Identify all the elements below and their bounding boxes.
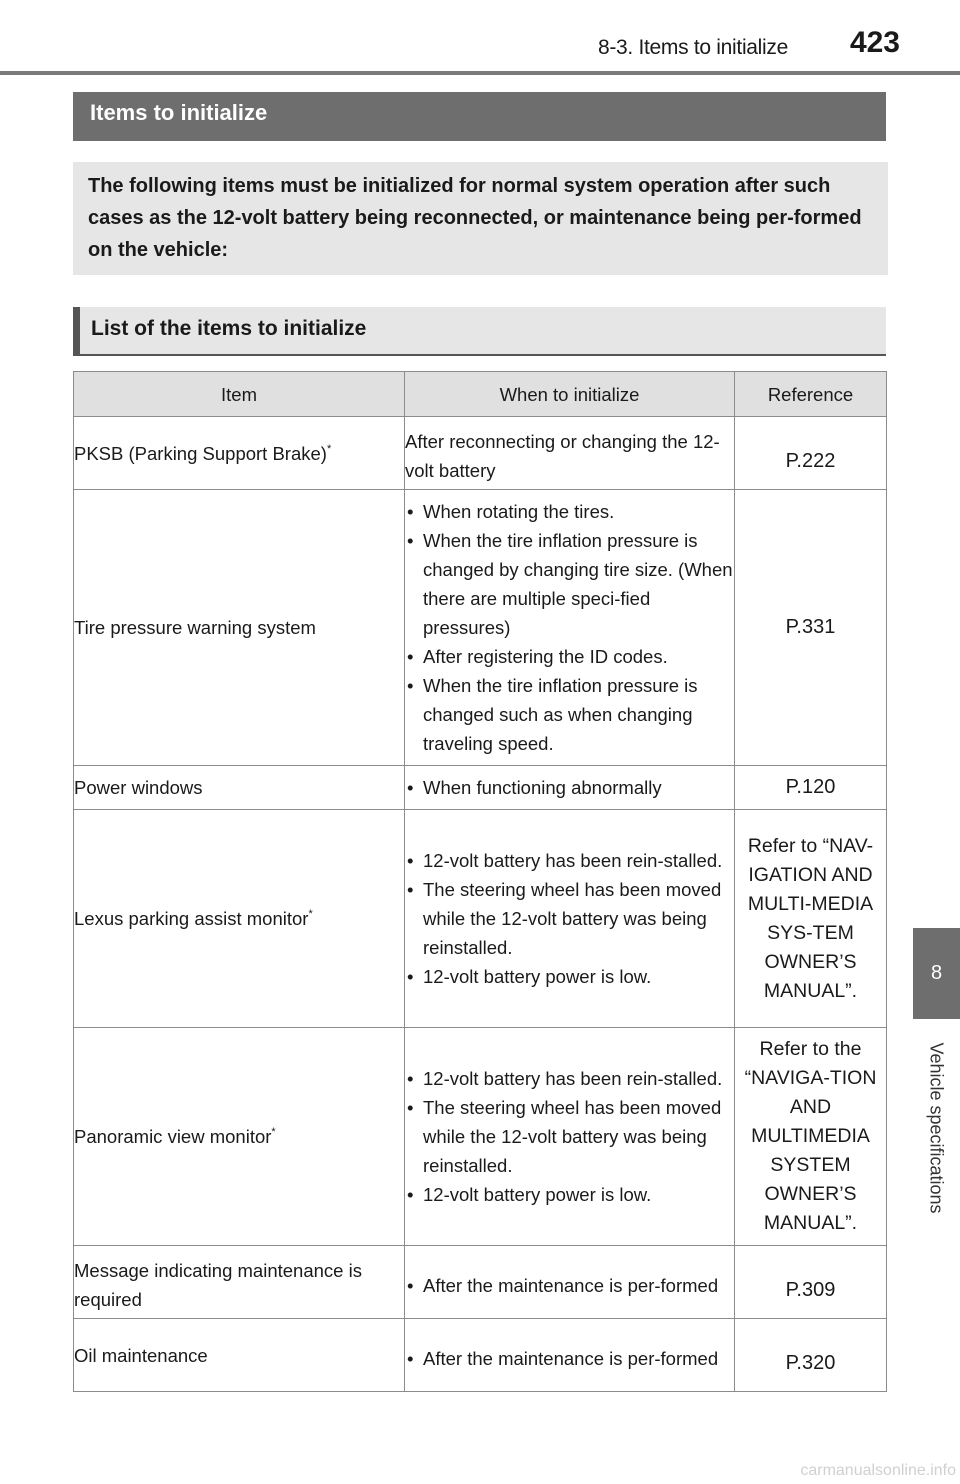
item-name: PKSB (Parking Support Brake)	[74, 442, 327, 464]
item-name: Panoramic view monitor	[74, 1126, 272, 1147]
item-cell	[74, 1319, 405, 1392]
when-text: After reconnecting or changing the 12-volt battery	[405, 431, 720, 481]
item-cell	[74, 810, 405, 1028]
footnote-star: *	[308, 908, 313, 920]
chapter-label: Vehicle specifications	[926, 1042, 947, 1214]
item-cell	[74, 766, 405, 810]
reference-cell: P.120	[735, 766, 887, 810]
table-row	[74, 810, 887, 1028]
list-item: • The steering wheel has been moved while the 12-volt battery was being reinstalled.	[405, 1093, 734, 1180]
table-row	[74, 490, 887, 766]
list-item: • 12-volt battery power is low.	[405, 1180, 734, 1209]
reference-cell: Refer to the “NAVIGA-TION AND MULTIMEDIA SYSTEM OWNER’S MANUAL”.	[735, 1028, 887, 1246]
item-cell	[74, 1246, 405, 1319]
reference-cell: P.309	[735, 1246, 887, 1319]
table-row	[74, 766, 887, 810]
list-item: • After registering the ID codes.	[405, 642, 734, 671]
when-list	[405, 1064, 734, 1209]
reference-cell: Refer to “NAV-IGATION AND MULTI-MEDIA SYS-TEM OWNER’S MANUAL”.	[735, 810, 887, 1028]
when-cell	[405, 766, 735, 810]
chapter-tab[interactable]: 8	[913, 928, 960, 1019]
reference-cell: P.320	[735, 1319, 887, 1392]
when-list	[405, 1271, 734, 1300]
table-row	[74, 1028, 887, 1246]
when-list	[405, 1344, 734, 1373]
list-item: • 12-volt battery has been rein-stalled.	[405, 846, 734, 875]
item-name: Tire pressure warning system	[74, 617, 316, 638]
list-item: • 12-volt battery power is low.	[405, 962, 734, 991]
item-cell	[74, 1028, 405, 1246]
footnote-star: *	[326, 442, 332, 455]
item-name: Message indicating maintenance is required	[74, 1260, 362, 1310]
when-list	[405, 846, 734, 991]
when-cell	[405, 417, 735, 490]
when-cell	[405, 490, 735, 766]
watermark-text: carmanualsonline.info	[800, 1462, 956, 1479]
table-row	[74, 417, 887, 490]
header-page-number: 423	[849, 26, 900, 59]
header-section-title: 8-3. Items to initialize	[597, 36, 788, 59]
reference-cell: P.331	[735, 490, 887, 766]
when-cell	[405, 810, 735, 1028]
reference-cell: P.222	[735, 417, 887, 490]
column-header-when: When to initialize	[405, 372, 735, 417]
table-header-row	[74, 372, 887, 417]
intro-panel: The following items must be initialized for normal system operation after such cases as the 12-volt battery being reconnected, or maintenance being per-formed on the vehicle:	[73, 162, 888, 275]
subsection-title: List of the items to initialize	[73, 307, 886, 356]
list-item: • The steering wheel has been moved while the 12-volt battery was being reinstalled.	[405, 875, 734, 962]
list-item: • 12-volt battery has been rein-stalled.	[405, 1064, 734, 1093]
list-item: • When rotating the tires.	[405, 497, 734, 526]
column-header-reference: Reference	[735, 372, 887, 417]
table-row	[74, 1246, 887, 1319]
footnote-star: *	[271, 1126, 276, 1138]
when-list	[405, 497, 734, 758]
item-name: Power windows	[74, 777, 203, 798]
list-item: • After the maintenance is per-formed	[405, 1271, 734, 1300]
item-cell	[74, 490, 405, 766]
when-cell	[405, 1319, 735, 1392]
item-name: Oil maintenance	[74, 1344, 208, 1366]
header-rule	[0, 71, 960, 75]
table-row	[74, 1319, 887, 1392]
list-item: • When the tire inflation pressure is changed by changing tire size. (When there are multiple speci-fied pressures)	[405, 526, 734, 642]
list-item: • When functioning abnormally	[405, 773, 734, 802]
list-item: • After the maintenance is per-formed	[405, 1344, 734, 1373]
item-cell	[74, 417, 405, 490]
column-header-item: Item	[74, 372, 405, 417]
when-cell	[405, 1028, 735, 1246]
list-item: • When the tire inflation pressure is changed such as when changing traveling speed.	[405, 671, 734, 758]
item-name: Lexus parking assist monitor	[74, 908, 309, 929]
when-list	[405, 773, 734, 802]
section-title: Items to initialize	[73, 92, 886, 141]
when-cell	[405, 1246, 735, 1319]
initialize-items-table	[73, 371, 887, 1392]
